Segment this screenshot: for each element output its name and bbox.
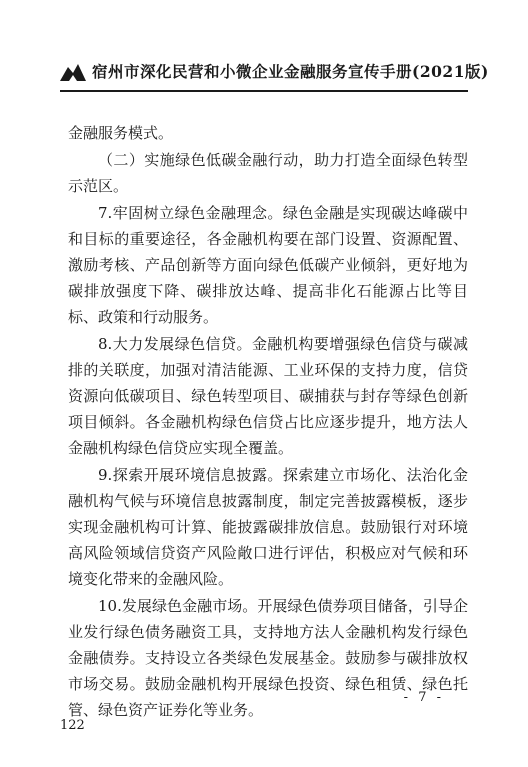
paragraph: 8.大力发展绿色信贷。金融机构要增强绿色信贷与碳减排的关联度，加强对清洁能源、工业环保的支持力度，信贷资源向低碳项目、绿色转型项目、碳捕获与封存等绿色创新项目倾斜。各金融机构绿色信贷占比应逐步提升，地方法人金融机构绿色信贷应实现全覆盖。 xyxy=(68,335,468,457)
paragraph: 7.牢固树立绿色金融理念。绿色金融是实现碳达峰碳中和目标的重要途径，各金融机构要在部门设置、资源配置、激励考核、产品创新等方面向绿色低碳产业倾斜，更好地为碳排放强度下降、碳排放达峰、提高非化石能源占比等目标、政策和行动服务。 xyxy=(68,204,468,326)
paragraph: 9.探索开展环境信息披露。探索建立市场化、法治化金融机构气候与环境信息披露制度，制定完善披露模板，逐步实现金融机构可计算、能披露碳排放信息。鼓励银行对环境高风险领域信贷资产风险敞口进行评估，积极应对气候和环境变化带来的金融风险。 xyxy=(68,466,468,588)
paragraph: （二）实施绿色低碳金融行动，助力打造全面绿色转型示范区。 xyxy=(68,151,468,195)
header-title: 宿州市深化民营和小微企业金融服务宣传手册(2021版) xyxy=(92,62,489,81)
outer-page-number: 122 xyxy=(60,718,85,733)
header-rule xyxy=(60,90,468,92)
page-header xyxy=(60,60,489,82)
inner-page-number: - 7 - xyxy=(403,690,444,705)
mountain-logo-icon xyxy=(60,61,86,81)
paragraph: 10.发展绿色金融市场。开展绿色债券项目储备，引导企业发行绿色债务融资工具，支持地方法人金融机构发行绿色金融债券。支持设立各类绿色发展基金。鼓励参与碳排放权市场交易。鼓励金融机构开展绿色投资、绿色租赁、绿色托管、绿色资产证券化等业务。 xyxy=(68,597,468,719)
body-text xyxy=(68,120,468,724)
paragraph: 金融服务模式。 xyxy=(68,124,174,142)
